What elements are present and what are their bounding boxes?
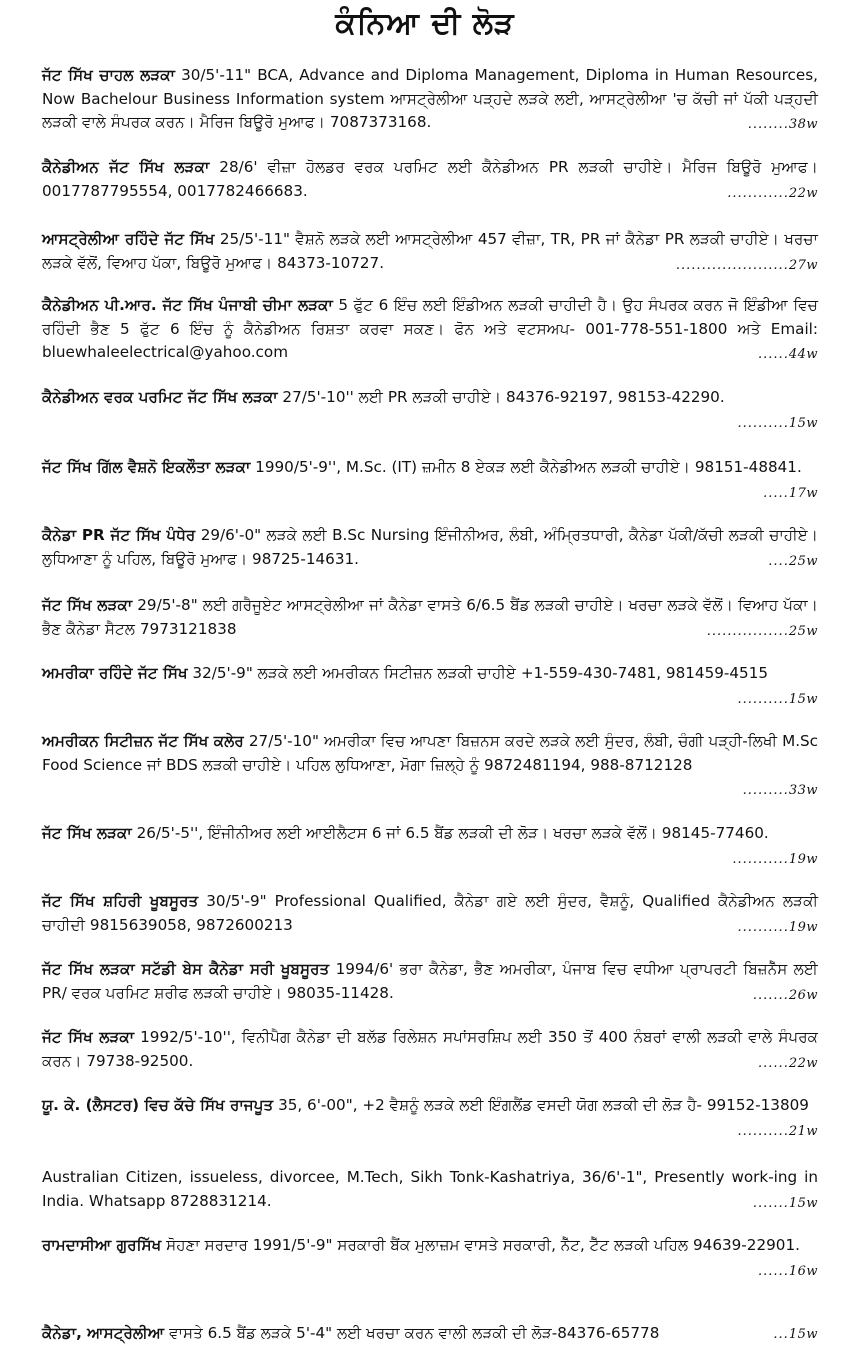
ad-code: ................25w [706,623,818,639]
classified-ad [42,594,818,641]
ad-code: ..........15w [737,415,818,431]
classified-ad [42,64,818,134]
ad-code: ............22w [727,185,818,201]
ad-lead: ਕੈਨੇਡਾ PR ਜੱਟ ਸਿੱਖ ਪੰਧੇਰ [42,526,196,544]
ad-code: ......................27w [675,257,818,273]
ad-lead: ਅਮਰੀਕਾ ਰਹਿੰਦੇ ਜੱਟ ਸਿੱਖ [42,664,188,682]
ad-text: 5 ਫੁੱਟ 6 ਇੰਚ ਲਈ ਇੰਡੀਅਨ ਲੜਕੀ ਚਾਹੀਦੀ ਹੈ। ਉਹ ਸੰਪਰਕ ਕਰਨ ਜੋ ਇੰਡੀਆ ਵਿਚ ਰਹਿੰਦੀ ਭੈਣ 5 ਫੁੱਟ 6 ਇੰਚ ਨੂੰ ਕੈਨੇਡੀਅਨ ਰਿਸ਼ਤਾ ਕਰਵਾ ਸਕਣ। ਫੋਨ ਅਤੇ ਵਟਸਅਪ- 001-778-551-1800 ਅਤੇ Email: bluewhaleelectrical@yahoo.com [42,296,819,361]
ad-code: .....17w [763,485,818,501]
ad-text: 30/5'-11" BCA, Advance and Diploma Management, Diploma in Human Resources, Now Bachelour Business Information system ਆਸਟ੍ਰੇਲੀਆ ਪੜ੍ਹਦੇ ਲੜਕੇ ਲਈ, ਆਸਟ੍ਰੇਲੀਆ 'ਚ ਕੱਚੀ ਜਾਂ ਪੱਕੀ ਪੜ੍ਹਦੀ ਲੜਕੀ ਵਾਲੇ ਸੰਪਰਕ ਕਰਨ। ਮੈਰਿਜ ਬਿਊਰੋ ਮੁਆਫ। 7087373168. [42,66,818,131]
ad-lead: ਕੈਨੇਡੀਅਨ ਪੀ.ਆਰ. ਜੱਟ ਸਿੱਖ ਪੰਜਾਬੀ ਚੀਮਾ ਲੜਕਾ [42,296,333,314]
ad-text: 29/5'-8" ਲਈ ਗਰੈਜੂਏਟ ਆਸਟ੍ਰੇਲੀਆ ਜਾਂ ਕੈਨੇਡਾ ਵਾਸਤੇ 6/6.5 ਬੈਂਡ ਲੜਕੀ ਚਾਹੀਏ। ਖਰਚਾ ਲੜਕੇ ਵੱਲੋਂ। ਵਿਆਹ ਪੱਕਾ। ਭੈਣ ਕੈਨੇਡਾ ਸੈਟਲ 7973121838 [42,596,819,638]
ad-code: ....25w [768,553,818,569]
ad-text: 30/5'-9" Professional Qualified, ਕੈਨੇਡਾ ਗਏ ਲਈ ਸੁੰਦਰ, ਵੈਸ਼ਨੂੰ, Qualified ਕੈਨੇਡੀਅਨ ਲੜਕੀ ਚਾਹੀਦੀ 9815639058, 9872600213 [42,892,819,934]
ad-code: .........33w [742,782,818,798]
ad-code: ..........21w [737,1123,818,1139]
ad-text: 27/5'-10" ਅਮਰੀਕਾ ਵਿਚ ਆਪਣਾ ਬਿਜ਼ਨਸ ਕਰਦੇ ਲੜਕੇ ਲਈ ਸੁੰਦਰ, ਲੰਬੀ, ਚੰਗੀ ਪੜ੍ਹੀ-ਲਿਖੀ M.Sc Food Science ਜਾਂ BDS ਲੜਕੀ ਚਾਹੀਏ। ਪਹਿਲ ਲੁਧਿਆਣਾ, ਮੋਗਾ ਜ਼ਿਲ੍ਹੇ ਨੂੰ 9872481194, 988-8712128 [42,732,819,774]
ad-lead: ਜੱਟ ਸਿੱਖ ਲੜਕਾ ਸਟੱਡੀ ਬੇਸ ਕੈਨੇਡਾ ਸਰੀ ਖੂਬਸੂਰਤ [42,960,330,978]
ad-text: 28/6' ਵੀਜ਼ਾ ਹੋਲਡਰ ਵਰਕ ਪਰਮਿਟ ਲਈ ਕੈਨੇਡੀਅਨ PR ਲੜਕੀ ਚਾਹੀਏ। ਮੈਰਿਜ ਬਿਊਰੋ ਮੁਆਫ। 0017787795554, 0017782466683. [42,158,818,200]
ad-lead: ਕੈਨੇਡੀਅਨ ਵਰਕ ਪਰਮਿਟ ਜੱਟ ਸਿੱਖ ਲੜਕਾ [42,388,278,406]
classified-ad [42,456,818,503]
classified-ad [42,524,818,571]
classified-ad [42,1322,818,1346]
ad-lead: ਰਾਮਦਾਸੀਆ ਗੁਰਸਿੱਖ [42,1236,162,1254]
classified-ad [42,958,818,1005]
classified-ad [42,1234,818,1281]
classified-ad [42,1094,818,1141]
ad-code: ......44w [758,346,818,362]
classified-ad [42,730,818,800]
ad-code: ..........15w [737,691,818,707]
ad-lead: ਕੈਨੇਡੀਅਨ ਜੱਟ ਸਿੱਖ ਲੜਕਾ [42,158,210,176]
classified-ad [42,822,818,869]
ad-lead: ਜੱਟ ਸਿੱਖ ਲੜਕਾ [42,824,132,842]
ad-lead: ਜੱਟ ਸਿੱਖ ਗਿੱਲ ਵੈਸ਼ਨੋ ਇਕਲੌਤਾ ਲੜਕਾ [42,458,251,476]
ad-text: 1990/5'-9'', M.Sc. (IT) ਜ਼ਮੀਨ 8 ਏਕੜ ਲਈ ਕੈਨੇਡੀਅਨ ਲੜਕੀ ਚਾਹੀਏ। 98151-48841. [255,458,802,476]
ad-lead: ਅਮਰੀਕਨ ਸਿਟੀਜ਼ਨ ਜੱਟ ਸਿੱਖ ਕਲੇਰ [42,732,244,750]
ad-text: Australian Citizen, issueless, divorcee, M.Tech, Sikh Tonk-Kashatriya, 36/6'-1", Presently work-ing in India. Whatsapp 8728831214. [42,1168,818,1210]
ad-lead: ਜੱਟ ਸਿੱਖ ਸ਼ਹਿਰੀ ਖੂਬਸੂਰਤ [42,892,199,910]
ad-text: 29/6'-0" ਲੜਕੇ ਲਈ B.Sc Nursing ਇੰਜੀਨੀਅਰ, ਲੰਬੀ, ਅੰਮ੍ਰਿਤਧਾਰੀ, ਕੈਨੇਡਾ ਪੱਕੀ/ਕੱਚੀ ਲੜਕੀ ਚਾਹੀਏ। ਲੁਧਿਆਣਾ ਨੂੰ ਪਹਿਲ, ਬਿਊਰੋ ਮੁਆਫ। 98725-14631. [42,526,819,568]
classified-ad [42,228,818,275]
ad-code: .......26w [752,987,818,1003]
classified-ad [42,1166,818,1213]
ad-lead: ਯੂ. ਕੇ. (ਲੈਸਟਰ) ਵਿਚ ਕੱਚੇ ਸਿੱਖ ਰਾਜਪੂਤ [42,1096,274,1114]
ad-code: ..........19w [737,919,818,935]
classified-ad [42,662,818,709]
ad-lead: ਆਸਟ੍ਰੇਲੀਆ ਰਹਿੰਦੇ ਜੱਟ ਸਿੱਖ [42,230,215,248]
ad-text: 27/5'-10'' ਲਈ PR ਲੜਕੀ ਚਾਹੀਏ। 84376-92197, 98153-42290. [282,388,725,406]
ad-code: ......22w [758,1055,818,1071]
ad-text: 1994/6' ਭਰਾ ਕੈਨੇਡਾ, ਭੈਣ ਅਮਰੀਕਾ, ਪੰਜਾਬ ਵਿਚ ਵਧੀਆ ਪ੍ਰਾਪਰਟੀ ਬਿਜ਼ਨੈੱਸ ਲਈ PR/ ਵਰਕ ਪਰਮਿਟ ਸ਼ਰੀਫ ਲੜਕੀ ਚਾਹੀਏ। 98035-11428. [42,960,819,1002]
classified-ad [42,156,818,203]
ad-code: ......16w [758,1263,818,1279]
ad-lead: ਜੱਟ ਸਿੱਖ ਲੜਕਾ [42,1028,135,1046]
ad-text: 1992/5'-10'', ਵਿਨੀਪੈਗ ਕੈਨੇਡਾ ਦੀ ਬਲੱਡ ਰਿਲੇਸ਼ਨ ਸਪਾਂਸਰਸ਼ਿਪ ਲਈ 350 ਤੋਂ 400 ਨੰਬਰਾਂ ਵਾਲੀ ਲੜਕੀ ਵਾਲੇ ਸੰਪਰਕ ਕਰਨ। 79738-92500. [42,1028,819,1070]
ad-code: ...........19w [732,851,818,867]
classified-ad [42,1026,818,1073]
ad-code: .......15w [752,1195,818,1211]
ad-text: 26/5'-5'', ਇੰਜੀਨੀਅਰ ਲਈ ਆਈਲੈਟਸ 6 ਜਾਂ 6.5 ਬੈਂਡ ਲੜਕੀ ਦੀ ਲੋੜ। ਖਰਚਾ ਲੜਕੇ ਵੱਲੋਂ। 98145-77460. [136,824,769,842]
ad-text: ਸੋਹਣਾ ਸਰਦਾਰ 1991/5'-9" ਸਰਕਾਰੀ ਬੈਂਕ ਮੁਲਾਜ਼ਮ ਵਾਸਤੇ ਸਰਕਾਰੀ, ਨੈੱਟ, ਟੈੱਟ ਲੜਕੀ ਪਹਿਲ 94639-22901. [166,1236,800,1254]
ad-text: 25/5'-11" ਵੈਸ਼ਨੋ ਲੜਕੇ ਲਈ ਆਸਟ੍ਰੇਲੀਆ 457 ਵੀਜ਼ਾ, TR, PR ਜਾਂ ਕੈਨੇਡਾ PR ਲੜਕੀ ਚਾਹੀਏ। ਖਰਚਾ ਲੜਕੇ ਵੱਲੋਂ, ਵਿਆਹ ਪੱਕਾ, ਬਿਊਰੋ ਮੁਆਫ। 84373-10727. [42,230,818,272]
page-title: ਕੰਨਿਆ ਦੀ ਲੋੜ [335,6,515,41]
classified-ad [42,294,818,364]
ad-text: ਵਾਸਤੇ 6.5 ਬੈਂਡ ਲੜਕੇ 5'-4" ਲਈ ਖਰਚਾ ਕਰਨ ਵਾਲੀ ਲੜਕੀ ਦੀ ਲੋੜ-84376-65778 [169,1324,660,1342]
ad-lead: ਕੈਨੇਡਾ, ਆਸਟ੍ਰੇਲੀਆ [42,1324,165,1342]
classified-ad [42,890,818,937]
ad-code: ........38w [747,116,818,132]
ad-code: ...15w [773,1326,818,1342]
ad-text: 35, 6'-00", +2 ਵੈਸ਼ਨੂੰ ਲੜਕੇ ਲਈ ਇੰਗਲੈਂਡ ਵਸਦੀ ਯੋਗ ਲੜਕੀ ਦੀ ਲੋੜ ਹੈ- 99152-13809 [278,1096,809,1114]
classified-ad [42,386,818,433]
ad-lead: ਜੱਟ ਸਿੱਖ ਲੜਕਾ [42,596,133,614]
ad-lead: ਜੱਟ ਸਿੱਖ ਚਾਹਲ ਲੜਕਾ [42,66,175,84]
ad-text: 32/5'-9" ਲੜਕੇ ਲਈ ਅਮਰੀਕਨ ਸਿਟੀਜ਼ਨ ਲੜਕੀ ਚਾਹੀਏ +1-559-430-7481, 981459-4515 [192,664,769,682]
